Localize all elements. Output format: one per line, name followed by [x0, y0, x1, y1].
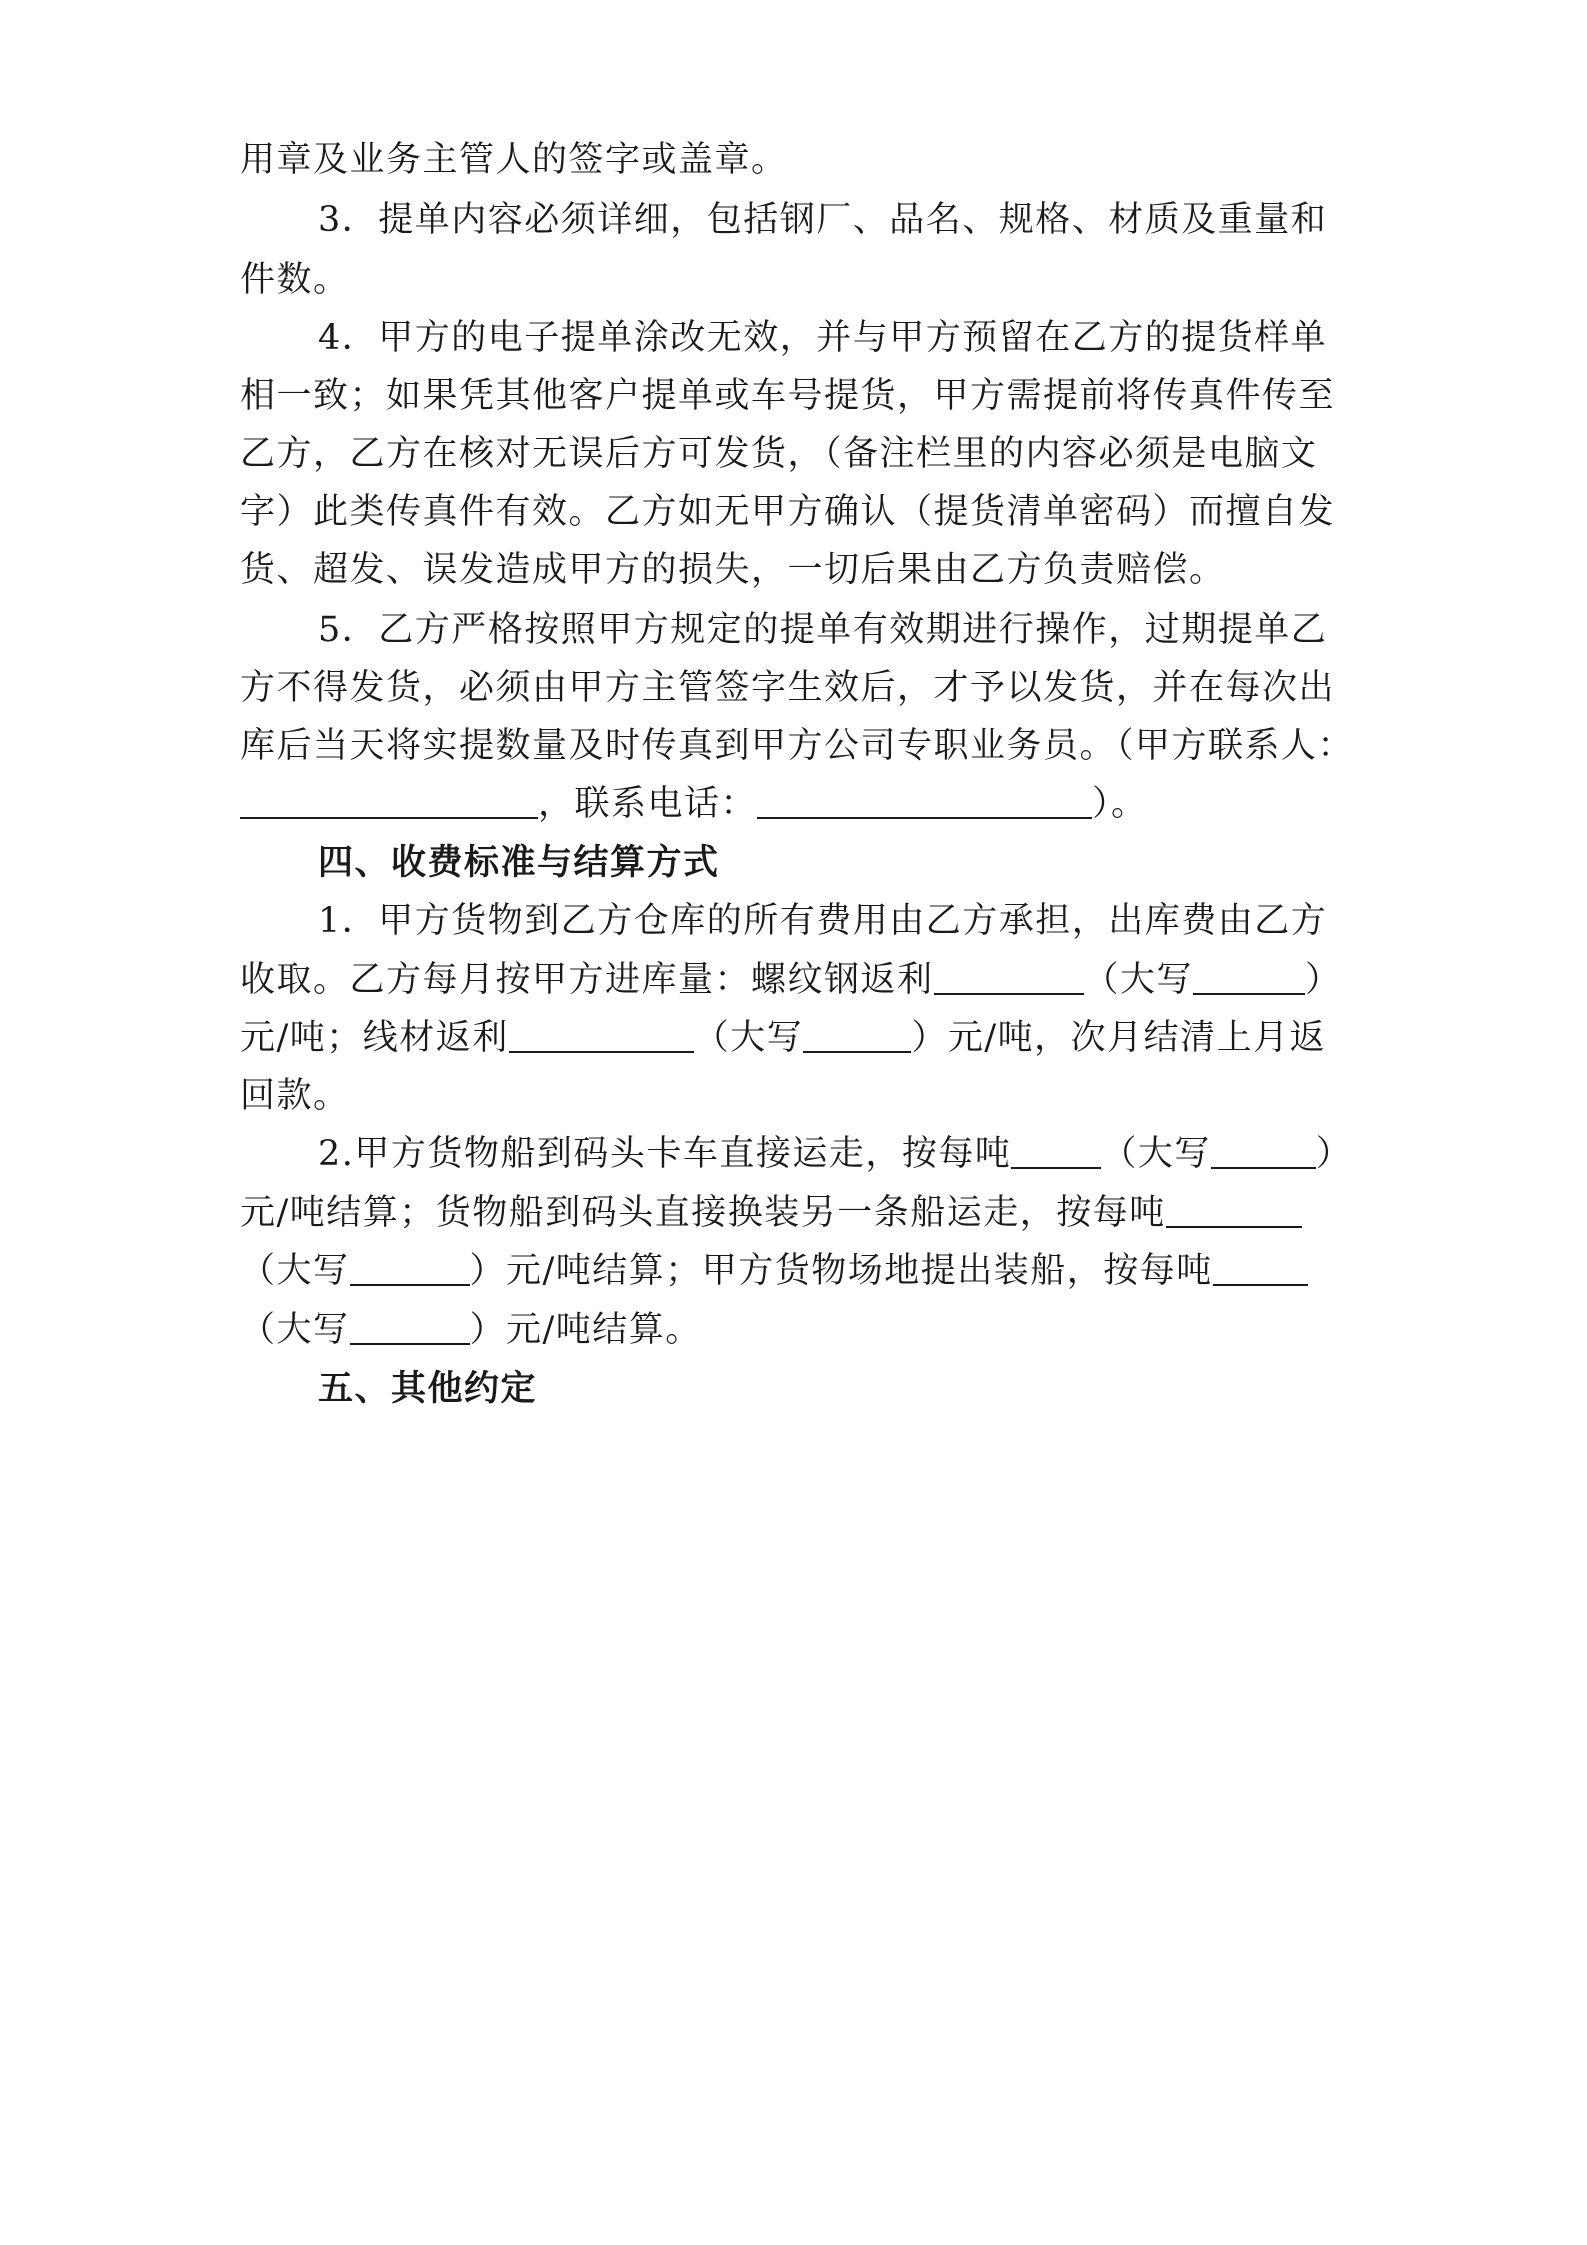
fill-blank [1213, 1250, 1308, 1286]
paragraph-line: 相一致；如果凭其他客户提单或车号提货，甲方需提前将传真件传至 [240, 376, 1336, 416]
uppercase-label: （大写 [693, 1018, 804, 1058]
paragraph-line [240, 1183, 1355, 1243]
fee-text: ）元/吨结算；甲方货物场地提出装船，按每吨 [469, 1251, 1213, 1291]
paragraph-line: 5．乙方严格按照甲方规定的提单有效期进行操作，过期提单乙 [318, 610, 1328, 650]
paragraph-line: 件数。 [240, 260, 350, 300]
fill-blank [1211, 1133, 1316, 1169]
phone-blank [757, 783, 1092, 819]
paragraph-line: 3．提单内容必须详细，包括钢厂、品名、规格、材质及重量和 [318, 200, 1328, 240]
paragraph-line: 回款。 [240, 1076, 350, 1116]
fill-blank [509, 1017, 694, 1053]
paragraph-line [318, 1124, 1355, 1184]
uppercase-label: （大写 [1083, 960, 1194, 1000]
fill-blank [1011, 1133, 1101, 1169]
paragraph-line: 字）此类传真件有效。乙方如无甲方确认（提货清单密码）而擅自发 [240, 492, 1336, 532]
fill-blank [350, 1250, 470, 1286]
paragraph-line: 方不得发货，必须由甲方主管签字生效后，才予以发货，并在每次出 [240, 668, 1336, 708]
paren-close: ） [1315, 1134, 1353, 1174]
paragraph-line [240, 1300, 1355, 1360]
fill-blank [1193, 959, 1305, 995]
paren-close: ） [1305, 960, 1342, 1000]
fee-text: 元/吨结算；货物船到码头直接换装另一条船运走，按每吨 [240, 1193, 1166, 1233]
paragraph-line: 1．甲方货物到乙方仓库的所有费用由乙方承担，出库费由乙方 [318, 901, 1328, 941]
paragraph-line [240, 1008, 1355, 1068]
rebate-text: 收取。乙方每月按甲方进库量：螺纹钢返利 [240, 960, 934, 1000]
fill-blank [350, 1309, 470, 1345]
section-heading: 五、其他约定 [318, 1368, 538, 1409]
fill-blank [1166, 1192, 1302, 1228]
fill-blank [934, 959, 1084, 995]
paragraph-line: 乙方，乙方在核对无误后方可发货，（备注栏里的内容必须是电脑文 [240, 434, 1318, 474]
uppercase-label: （大写 [240, 1251, 350, 1291]
document-page [240, 0, 1355, 2245]
paragraph-line [240, 950, 1355, 1010]
paragraph-line: 用章及业务主管人的签字或盖章。 [240, 140, 788, 180]
uppercase-label: （大写 [240, 1310, 350, 1350]
paragraph-line: 4．甲方的电子提单涂改无效，并与甲方预留在乙方的提货样单 [318, 318, 1328, 358]
uppercase-label: （大写 [1101, 1134, 1211, 1174]
contact-line [240, 774, 1355, 834]
paragraph-line: 货、超发、误发造成甲方的损失，一切后果由乙方负责赔偿。 [240, 550, 1226, 590]
contact-line-end: ）。 [1092, 784, 1148, 824]
rebate-text: 元/吨；线材返利 [240, 1018, 509, 1058]
rebate-text: ）元/吨，次月结清上月返 [911, 1018, 1327, 1058]
paragraph-line: 库后当天将实提数量及时传真到甲方公司专职业务员。（甲方联系人： [240, 726, 1355, 766]
fill-blank [803, 1017, 911, 1053]
paragraph-line [240, 1241, 1355, 1301]
contact-person-blank [240, 783, 538, 819]
fee-text: 2.甲方货物船到码头卡车直接运走，按每吨 [318, 1134, 1012, 1174]
section-heading: 四、收费标准与结算方式 [318, 842, 720, 883]
phone-label: ，联系电话： [538, 784, 758, 824]
fee-text: ）元/吨结算。 [469, 1310, 702, 1350]
